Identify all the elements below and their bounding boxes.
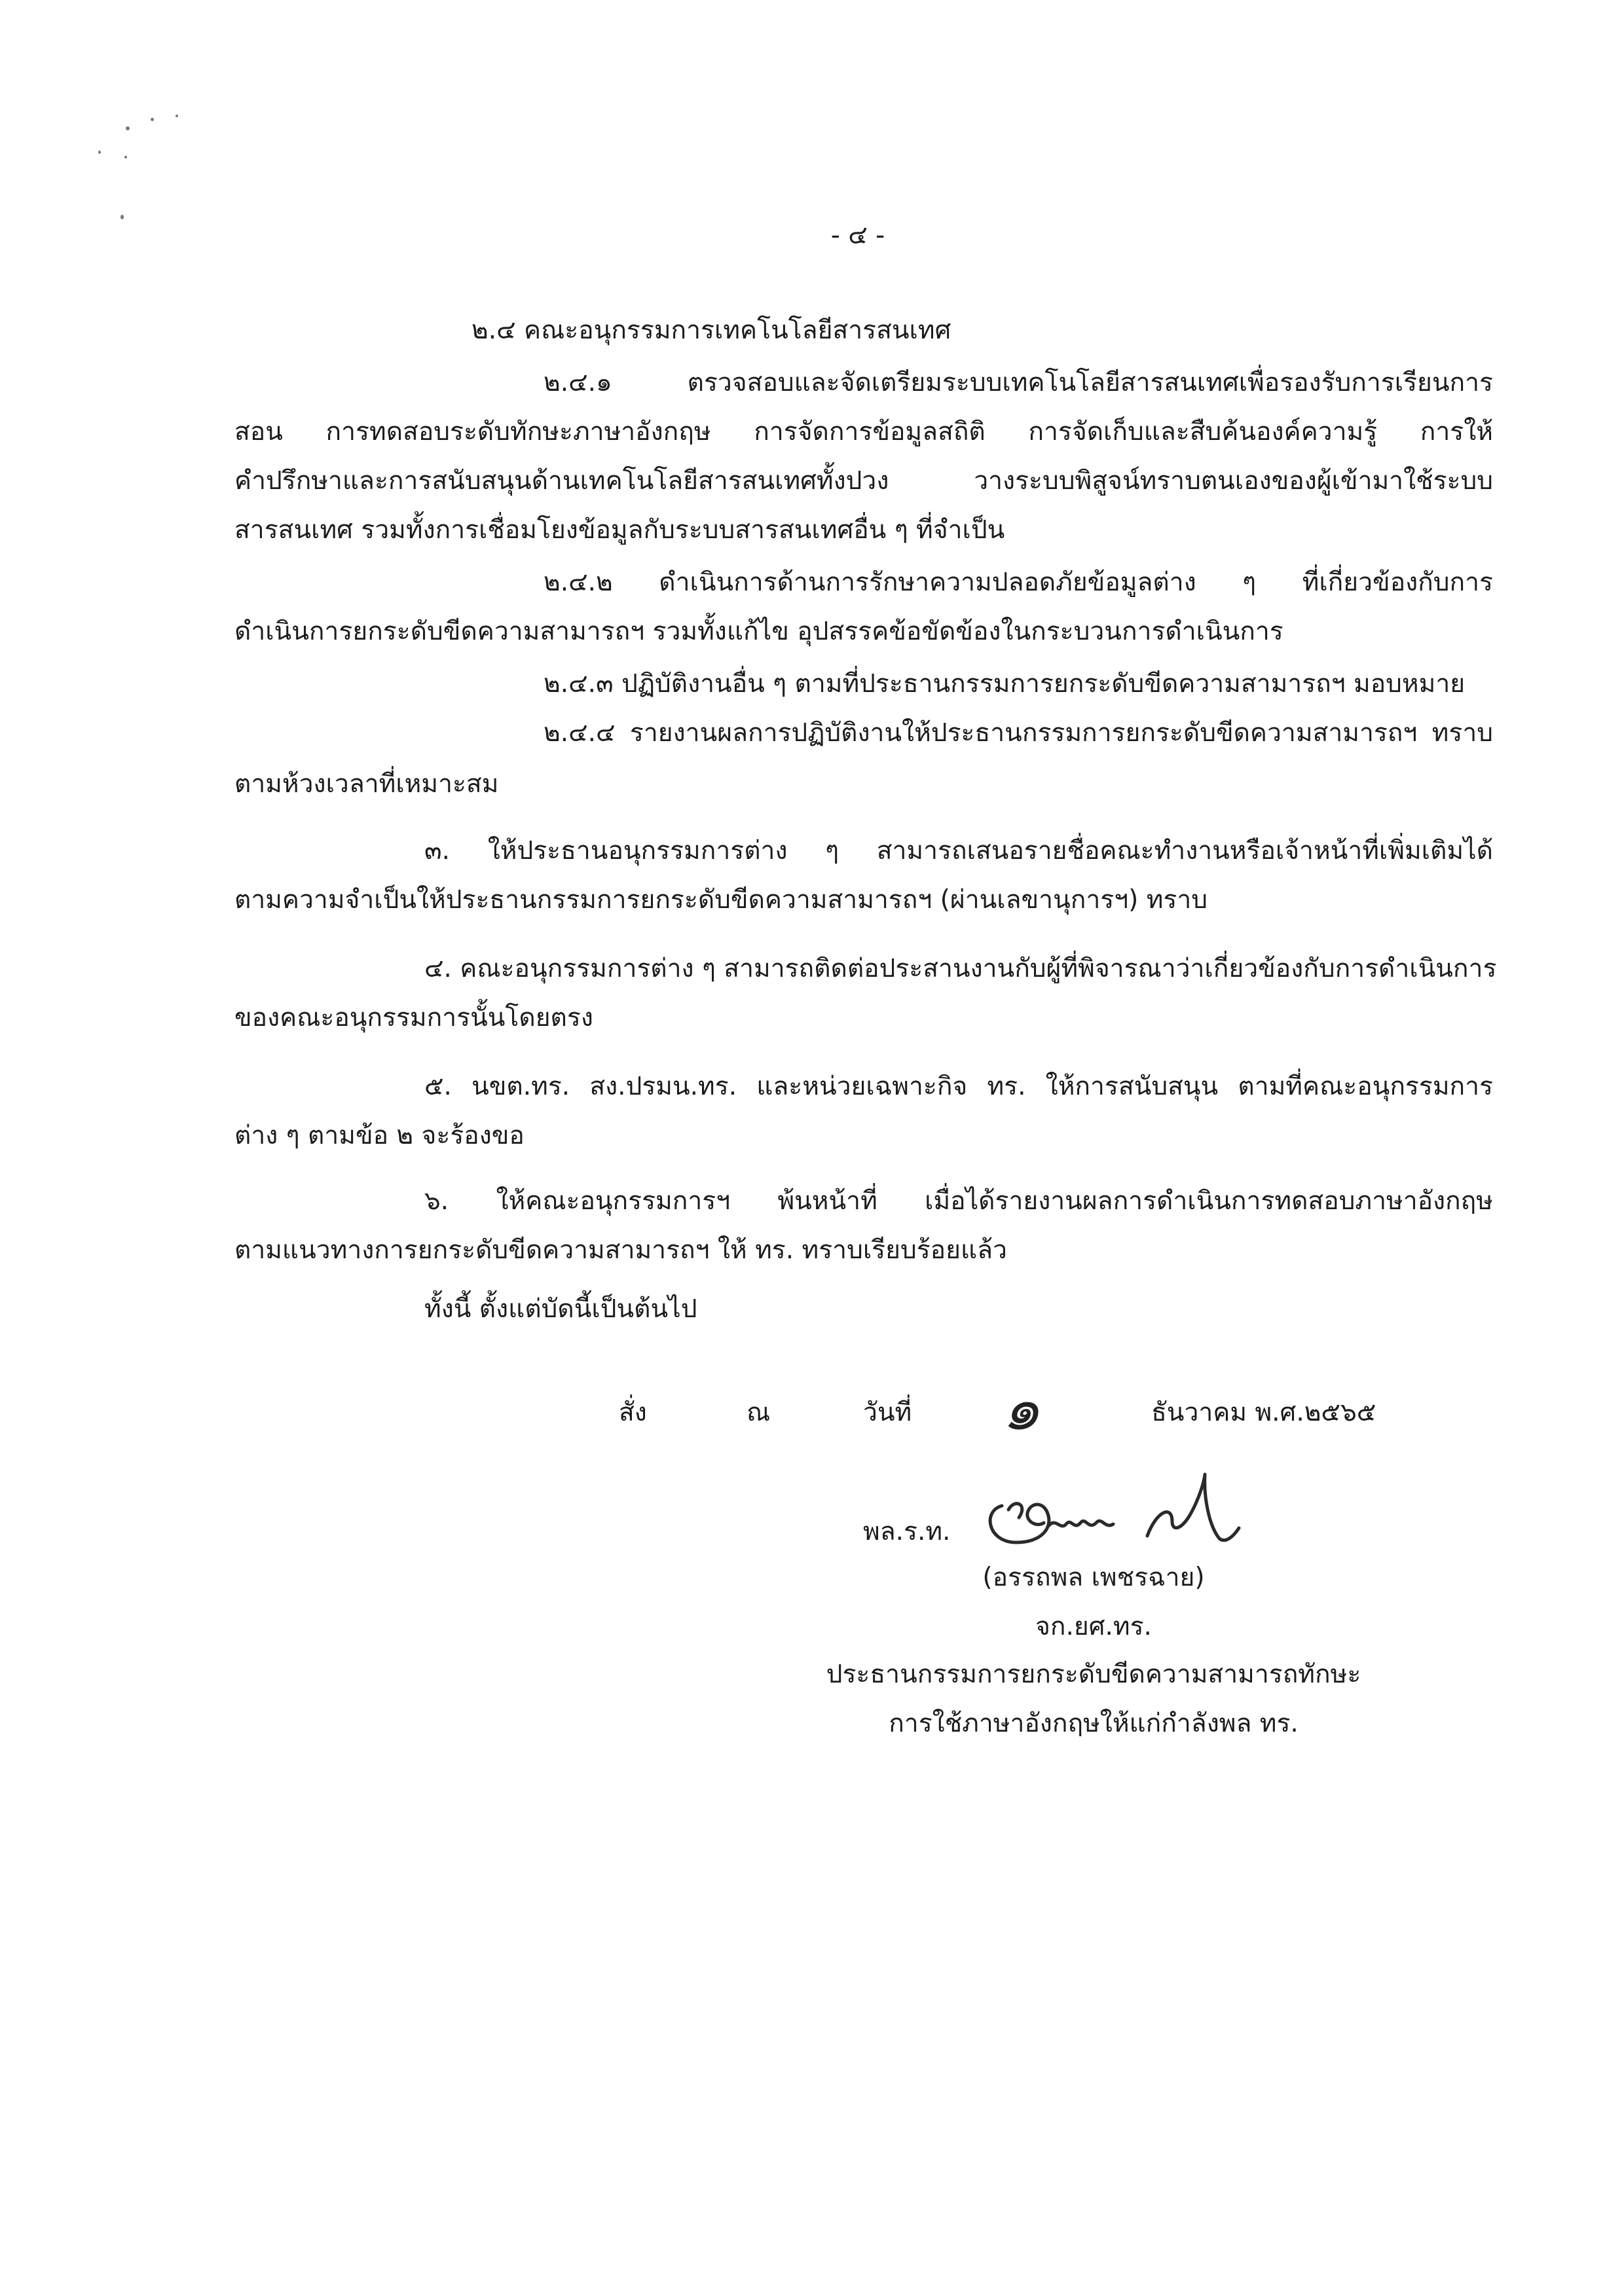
item-2-4-1-line-2: สอน การทดสอบระดับทักษะภาษาอังกฤษ การจัดการข้อมูลสถิติ การจัดเก็บและสืบค้นองค์ความรู้ การให้ <box>234 417 1493 446</box>
item-2-4-2-line-1: ๒.๔.๒ ดำเนินการด้านการรักษาความปลอดภัยข้อมูลต่าง ๆ ที่เกี่ยวข้องกับการ <box>544 568 1493 597</box>
page-number: - ๔ - <box>830 221 885 250</box>
item-5-line-2: ต่าง ๆ ตามข้อ ๒ จะร้องขอ <box>234 1121 525 1150</box>
item-6-line-2: ตามแนวทางการยกระดับขีดความสามารถฯ ให้ ทร. ทราบเรียบร้อยแล้ว <box>234 1235 1007 1265</box>
effective-statement: ทั้งนี้ ตั้งแต่บัดนี้เป็นต้นไป <box>424 1294 697 1324</box>
scan-speck <box>175 115 178 117</box>
item-2-4-4-line-1: ๒.๔.๔ รายงานผลการปฏิบัติงานให้ประธานกรรมการยกระดับขีดความสามารถฯ ทราบ <box>544 718 1493 748</box>
item-2-4-1-line-4: สารสนเทศ รวมทั้งการเชื่อมโยงข้อมูลกับระบบสารสนเทศอื่น ๆ ที่จำเป็น <box>234 515 1005 545</box>
item-4-line-1: ๔. คณะอนุกรรมการต่าง ๆ สามารถติดต่อประสานงานกับผู้ที่พิจารณาว่าเกี่ยวข้องกับการดำเนินการ <box>424 954 1497 983</box>
scan-speck <box>151 118 154 121</box>
signature-rank: พล.ร.ท. <box>863 1517 951 1546</box>
signature-position-short: จก.ยศ.ทร. <box>1035 1612 1152 1641</box>
item-2-4-2-line-2: ดำเนินการยกระดับขีดความสามารถฯ รวมทั้งแก้ไข อุปสรรคข้อขัดข้องในกระบวนการดำเนินการ <box>234 617 1283 646</box>
item-2-4-1-line-3: คำปรึกษาและการสนับสนุนด้านเทคโนโลยีสารสนเทศทั้งปวง วางระบบพิสูจน์ทราบตนเองของผู้เข้ามาใช้ระบบ <box>234 466 1493 496</box>
item-4-line-2: ของคณะอนุกรรมการนั้นโดยตรง <box>234 1003 593 1032</box>
scan-speck <box>124 156 127 158</box>
signature-position-line-1: ประธานกรรมการยกระดับขีดความสามารถทักษะ <box>826 1660 1361 1689</box>
at-word: ณ <box>747 1398 771 1427</box>
item-2-4-4-line-2: ตามห้วงเวลาที่เหมาะสม <box>234 769 499 799</box>
section-title: ๒.๔ คณะอนุกรรมการเทคโนโลยีสารสนเทศ <box>471 316 951 345</box>
item-5-line-1: ๕. นขต.ทร. สง.ปรมน.ทร. และหน่วยเฉพาะกิจ ทร. ให้การสนับสนุน ตามที่คณะอนุกรรมการ <box>424 1072 1493 1101</box>
scan-speck <box>120 215 124 219</box>
item-2-4-3-line-1: ๒.๔.๓ ปฏิบัติงานอื่น ๆ ตามที่ประธานกรรมการยกระดับขีดความสามารถฯ มอบหมาย <box>544 669 1466 699</box>
signature-image <box>976 1465 1251 1557</box>
date-word: วันที่ <box>863 1398 912 1427</box>
scan-speck <box>98 151 101 154</box>
item-2-4-1-line-1: ๒.๔.๑ ตรวจสอบและจัดเตรียมระบบเทคโนโลยีสารสนเทศเพื่อรองรับการเรียนการ <box>544 368 1493 397</box>
order-word: สั่ง <box>619 1398 647 1427</box>
scan-speck <box>126 126 130 130</box>
month-year: ธันวาคม พ.ศ.๒๕๖๕ <box>1151 1398 1376 1427</box>
item-3-line-1: ๓. ให้ประธานอนุกรรมการต่าง ๆ สามารถเสนอรายชื่อคณะทำงานหรือเจ้าหน้าที่เพิ่มเติมได้ <box>424 836 1493 866</box>
item-6-line-1: ๖. ให้คณะอนุกรรมการฯ พ้นหน้าที่ เมื่อได้รายงานผลการดำเนินการทดสอบภาษาอังกฤษ <box>424 1186 1493 1216</box>
signature-position-line-2: การใช้ภาษาอังกฤษให้แก่กำลังพล ทร. <box>889 1709 1299 1738</box>
handwritten-day: ๑ <box>1002 1374 1041 1444</box>
item-3-line-2: ตามความจำเป็นให้ประธานกรรมการยกระดับขีดความสามารถฯ (ผ่านเลขานุการฯ) ทราบ <box>234 885 1208 915</box>
signature-name: (อรรถพล เพชรฉาย) <box>982 1563 1205 1592</box>
